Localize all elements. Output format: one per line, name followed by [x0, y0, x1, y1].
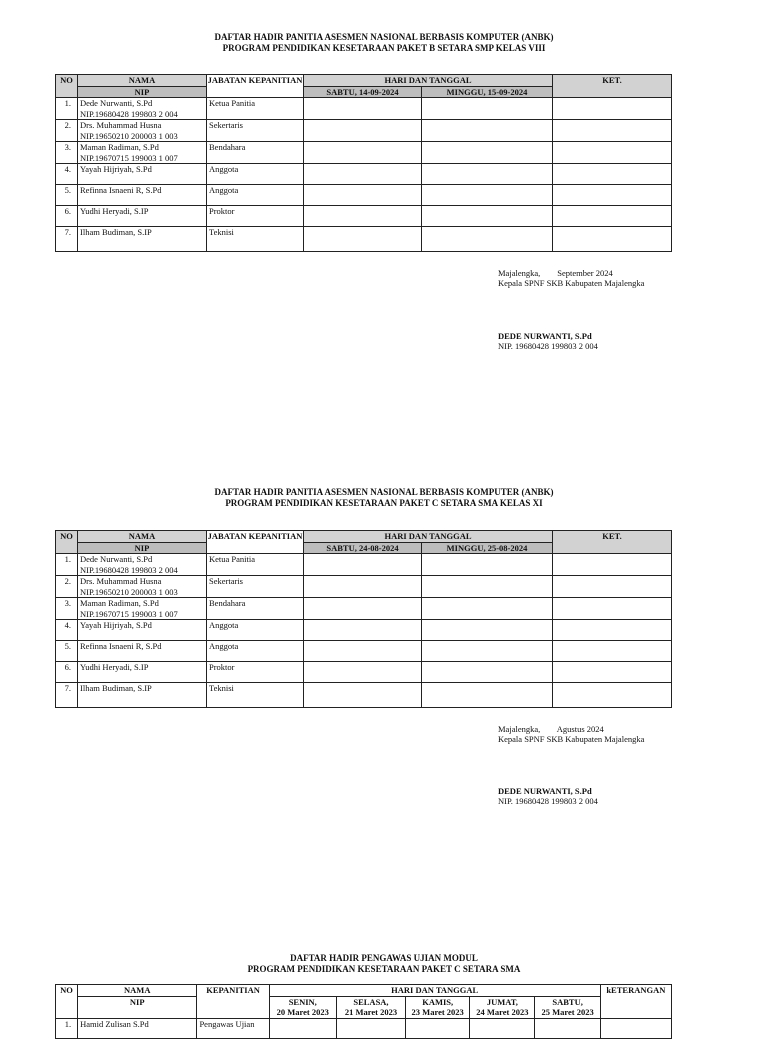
day-date: 21 Maret 2023: [344, 1007, 398, 1017]
table-row: [56, 227, 672, 252]
row-nip: NIP.19650210 200003 1 003: [80, 586, 178, 597]
table-row: [56, 598, 672, 620]
ket-cell[interactable]: [553, 598, 672, 620]
doc3-title: [0, 953, 768, 975]
row-no: 2.: [56, 120, 78, 142]
ket-cell[interactable]: [553, 620, 672, 641]
row-name-cell: [78, 142, 207, 164]
signature-cell[interactable]: [422, 227, 553, 252]
signature-cell[interactable]: [304, 142, 422, 164]
doc2-signer-nip: NIP. 19680428 199803 2 004: [498, 796, 598, 806]
row-nip: NIP.19670715 199003 1 007: [80, 152, 178, 163]
row-no: 7.: [56, 683, 78, 708]
row-name-cell: [78, 554, 207, 576]
table-row: [56, 683, 672, 708]
row-no: 4.: [56, 620, 78, 641]
row-no: 5.: [56, 641, 78, 662]
ket-cell[interactable]: [553, 164, 672, 185]
signature-cell[interactable]: [304, 641, 422, 662]
col-header-day2: MINGGU, 25-08-2024: [422, 542, 553, 554]
doc1-signer-name: DEDE NURWANTI, S.Pd: [498, 331, 592, 341]
row-role: Sekertaris: [207, 576, 304, 598]
table-row: [56, 662, 672, 683]
col-header-nama: NAMA: [78, 75, 207, 87]
signature-cell[interactable]: [470, 1019, 535, 1039]
signature-cell[interactable]: [422, 142, 553, 164]
signature-cell[interactable]: [422, 598, 553, 620]
row-role: Pengawas Ujian: [197, 1019, 269, 1039]
col-header-keterangan: kETERANGAN: [600, 985, 671, 1019]
signature-cell[interactable]: [406, 1019, 470, 1039]
row-role: Anggota: [207, 164, 304, 185]
day-date: 20 Maret 2023: [276, 1007, 329, 1017]
col-header-day1: SABTU, 14-09-2024: [304, 86, 422, 98]
signature-cell[interactable]: [304, 620, 422, 641]
row-name: Yudhi Heryadi, S.IP: [78, 206, 207, 227]
row-name: Hamid Zulisan S.Pd: [78, 1019, 197, 1039]
col-header-day: [535, 997, 600, 1019]
col-header-nip: NIP: [78, 997, 197, 1019]
doc1-attendance-table: [55, 74, 672, 252]
table-row: [56, 576, 672, 598]
signature-cell[interactable]: [422, 662, 553, 683]
row-role: Anggota: [207, 185, 304, 206]
doc3-title-line1: DAFTAR HADIR PENGAWAS UJIAN MODUL: [290, 953, 478, 963]
col-header-day: [336, 997, 405, 1019]
ket-cell[interactable]: [553, 206, 672, 227]
col-header-no: NO: [56, 75, 78, 98]
table-row: [56, 142, 672, 164]
col-header-no: NO: [56, 531, 78, 554]
table-row: [56, 98, 672, 120]
row-no: 3.: [56, 598, 78, 620]
row-role: Bendahara: [207, 598, 304, 620]
row-no: 3.: [56, 142, 78, 164]
signature-cell[interactable]: [535, 1019, 600, 1039]
ket-cell[interactable]: [553, 683, 672, 708]
table-row: [56, 120, 672, 142]
signature-cell[interactable]: [422, 683, 553, 708]
signature-cell[interactable]: [304, 185, 422, 206]
row-name: Dede Nurwanti, S.Pd: [80, 98, 153, 108]
day-date: 25 Maret 2023: [541, 1007, 594, 1017]
signature-cell[interactable]: [422, 185, 553, 206]
row-no: 7.: [56, 227, 78, 252]
row-role: Ketua Panitia: [207, 98, 304, 120]
doc2-attendance-table: [55, 530, 672, 708]
row-role: Proktor: [207, 662, 304, 683]
col-header-day: [269, 997, 336, 1019]
row-role: Proktor: [207, 206, 304, 227]
ket-cell[interactable]: [553, 185, 672, 206]
col-header-ket: KET.: [553, 531, 672, 554]
col-header-ket: KET.: [553, 75, 672, 98]
col-header-jabatan: JABATAN KEPANITIAN: [207, 75, 304, 98]
col-header-day: [406, 997, 470, 1019]
signature-cell[interactable]: [422, 576, 553, 598]
keterangan-cell[interactable]: [600, 1019, 671, 1039]
row-nip: NIP.19670715 199003 1 007: [80, 608, 178, 619]
ket-cell[interactable]: [553, 142, 672, 164]
row-name: Ilham Budiman, S.IP: [78, 683, 207, 708]
col-header-day2: MINGGU, 15-09-2024: [422, 86, 553, 98]
signature-cell[interactable]: [422, 620, 553, 641]
day-date: 24 Maret 2023: [476, 1007, 529, 1017]
row-name: Refinna Isnaeni R, S.Pd: [78, 641, 207, 662]
doc1-title: [0, 32, 768, 54]
table-row: [56, 554, 672, 576]
col-header-hari: HARI DAN TANGGAL: [304, 75, 553, 87]
col-header-nama: NAMA: [78, 985, 197, 997]
col-header-nama: NAMA: [78, 531, 207, 543]
table-row: [56, 620, 672, 641]
row-name: Maman Radiman, S.Pd: [80, 142, 159, 152]
doc1-title-line1: DAFTAR HADIR PANITIA ASESMEN NASIONAL BERBASIS KOMPUTER (ANBK): [214, 32, 554, 42]
doc2-place-date: Majalengka, Agustus 2024: [498, 724, 604, 734]
doc2-title-line1: DAFTAR HADIR PANITIA ASESMEN NASIONAL BERBASIS KOMPUTER (ANBK): [214, 487, 554, 497]
col-header-nip: NIP: [78, 86, 207, 98]
row-name: Yayah Hijriyah, S.Pd: [78, 164, 207, 185]
col-header-day1: SABTU, 24-08-2024: [304, 542, 422, 554]
signature-cell[interactable]: [422, 554, 553, 576]
table-row: [56, 1019, 672, 1039]
row-role: Anggota: [207, 620, 304, 641]
signature-cell[interactable]: [422, 98, 553, 120]
row-no: 6.: [56, 206, 78, 227]
doc2-signer-name: DEDE NURWANTI, S.Pd: [498, 786, 592, 796]
row-name-cell: [78, 598, 207, 620]
row-name: Ilham Budiman, S.IP: [78, 227, 207, 252]
doc1-place-date: Majalengka, September 2024: [498, 268, 613, 278]
col-header-no: NO: [56, 985, 78, 1019]
ket-cell[interactable]: [553, 576, 672, 598]
doc2-signer-position: Kepala SPNF SKB Kabupaten Majalengka: [498, 734, 645, 744]
row-no: 1.: [56, 98, 78, 120]
day-name: SELASA,: [353, 997, 389, 1007]
ket-cell[interactable]: [553, 120, 672, 142]
row-name: Yudhi Heryadi, S.IP: [78, 662, 207, 683]
col-header-nip: NIP: [78, 542, 207, 554]
ket-cell[interactable]: [553, 227, 672, 252]
row-role: Anggota: [207, 641, 304, 662]
ket-cell[interactable]: [553, 641, 672, 662]
signature-cell[interactable]: [269, 1019, 336, 1039]
signature-cell[interactable]: [304, 554, 422, 576]
day-date: 23 Maret 2023: [411, 1007, 464, 1017]
row-no: 1.: [56, 1019, 78, 1039]
doc3-title-line2: PROGRAM PENDIDIKAN KESETARAAN PAKET C SETARA SMA: [247, 964, 521, 974]
signature-cell[interactable]: [304, 598, 422, 620]
row-role: Bendahara: [207, 142, 304, 164]
signature-cell[interactable]: [304, 662, 422, 683]
signature-cell[interactable]: [336, 1019, 405, 1039]
ket-cell[interactable]: [553, 554, 672, 576]
row-name: Maman Radiman, S.Pd: [80, 598, 159, 608]
doc2-title-line2: PROGRAM PENDIDIKAN KESETARAAN PAKET C SETARA SMA KELAS XI: [225, 498, 543, 508]
signature-cell[interactable]: [304, 98, 422, 120]
row-name: Drs. Muhammad Husna: [80, 120, 162, 130]
signature-cell[interactable]: [304, 120, 422, 142]
row-no: 5.: [56, 185, 78, 206]
signature-cell[interactable]: [304, 227, 422, 252]
col-header-kepanitian: KEPANITIAN: [197, 985, 269, 1019]
row-name-cell: [78, 98, 207, 120]
doc1-signer-nip: NIP. 19680428 199803 2 004: [498, 341, 598, 351]
table-row: [56, 164, 672, 185]
row-name: Refinna Isnaeni R, S.Pd: [78, 185, 207, 206]
doc1-signer-position: Kepala SPNF SKB Kabupaten Majalengka: [498, 278, 645, 288]
table-row: [56, 641, 672, 662]
doc2-title: [0, 487, 768, 509]
signature-cell[interactable]: [304, 683, 422, 708]
row-role: Sekertaris: [207, 120, 304, 142]
signature-cell[interactable]: [422, 120, 553, 142]
col-header-day: [470, 997, 535, 1019]
row-nip: NIP.19680428 199803 2 004: [80, 564, 178, 575]
row-name: Yayah Hijriyah, S.Pd: [78, 620, 207, 641]
row-no: 6.: [56, 662, 78, 683]
row-name-cell: [78, 120, 207, 142]
signature-cell[interactable]: [422, 206, 553, 227]
row-name-cell: [78, 576, 207, 598]
row-nip: NIP.19680428 199803 2 004: [80, 108, 178, 119]
table-row: [56, 185, 672, 206]
row-no: 4.: [56, 164, 78, 185]
row-role: Teknisi: [207, 227, 304, 252]
signature-cell[interactable]: [304, 164, 422, 185]
signature-cell[interactable]: [304, 206, 422, 227]
signature-cell[interactable]: [422, 164, 553, 185]
day-name: SENIN,: [288, 997, 317, 1007]
doc3-attendance-table: [55, 984, 672, 1039]
ket-cell[interactable]: [553, 98, 672, 120]
col-header-hari: HARI DAN TANGGAL: [304, 531, 553, 543]
col-header-jabatan: JABATAN KEPANITIAN: [207, 531, 304, 554]
table-row: [56, 206, 672, 227]
signature-cell[interactable]: [422, 641, 553, 662]
day-name: SABTU,: [552, 997, 583, 1007]
row-role: Teknisi: [207, 683, 304, 708]
day-name: KAMIS,: [422, 997, 454, 1007]
signature-cell[interactable]: [304, 576, 422, 598]
row-no: 1.: [56, 554, 78, 576]
ket-cell[interactable]: [553, 662, 672, 683]
row-nip: NIP.19650210 200003 1 003: [80, 130, 178, 141]
row-role: Ketua Panitia: [207, 554, 304, 576]
row-no: 2.: [56, 576, 78, 598]
doc1-title-line2: PROGRAM PENDIDIKAN KESETARAAN PAKET B SETARA SMP KELAS VIII: [222, 43, 546, 53]
row-name: Dede Nurwanti, S.Pd: [80, 554, 153, 564]
row-name: Drs. Muhammad Husna: [80, 576, 162, 586]
day-name: JUMAT,: [486, 997, 518, 1007]
col-header-hari: HARI DAN TANGGAL: [269, 985, 600, 997]
